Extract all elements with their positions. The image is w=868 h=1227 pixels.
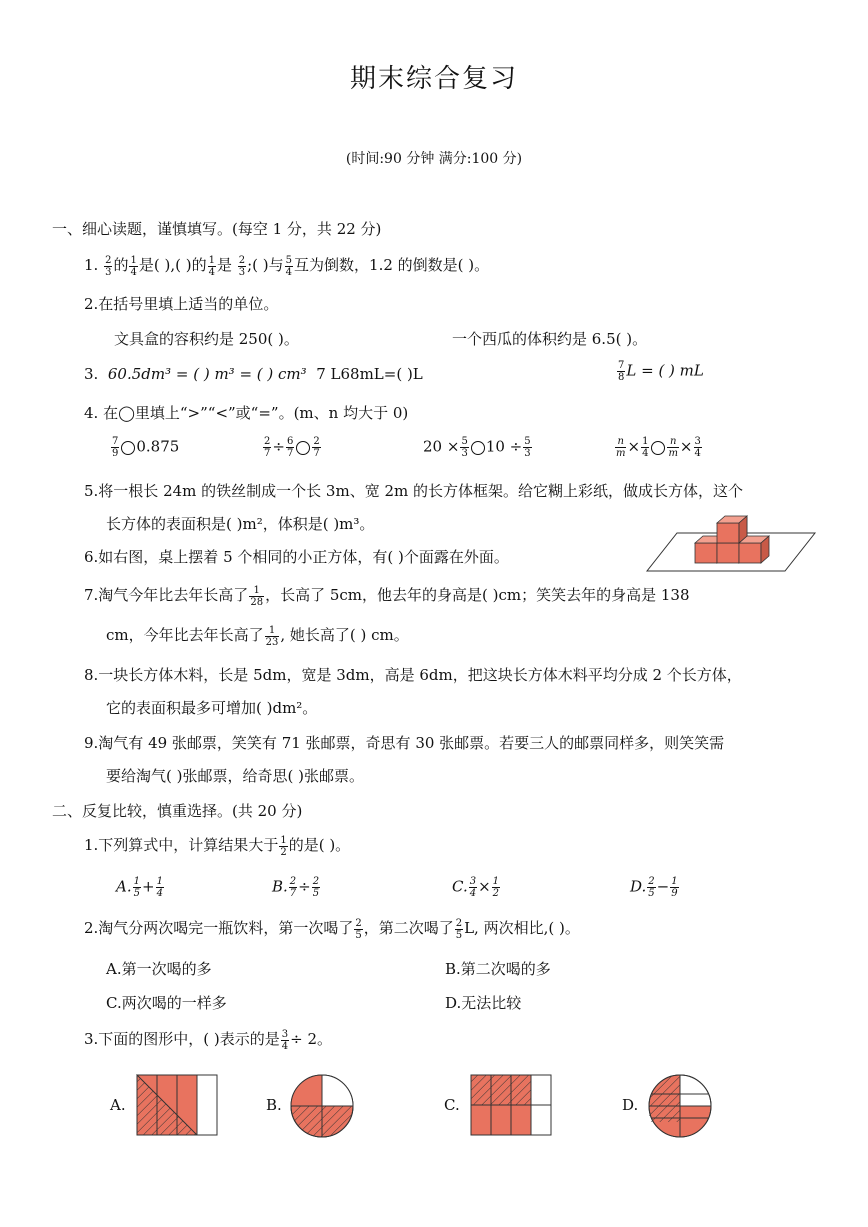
question-2-2-option-a: A.第一次喝的多 [106,960,212,978]
question-1-5-line2: 长方体的表面积是( )m²，体积是( )m³。 [106,515,375,533]
question-2-1-option-b: B. $\frac{2}{7}$ ÷ $\frac{2}{5}$ [272,876,320,899]
figure-d-label: D. [622,1096,639,1114]
section1-heading: 一、细心读题，谨慎填写。(每空 1 分，共 22 分) [52,220,382,238]
question-1-7-line1: 7.淘气今年比去年长高了 $\frac{1}{28}$ ，长高了 5cm，他去年的身高是( )cm；笑笑去年的身高是 138 [84,584,690,608]
question-2-1: 1.下列算式中，计算结果大于 $\frac{1}{2}$ 的是( )。 [84,834,351,858]
question-1-9-line2: 要给淘气( )张邮票，给奇思( )张邮票。 [106,767,364,785]
question-1-2-left: 文具盒的容积约是 250( )。 [114,330,299,348]
question-1-8-line2: 它的表面积最多可增加( )dm²。 [106,699,318,717]
question-2-1-option-d: D. $\frac{2}{5}$ − $\frac{1}{9}$ [630,876,678,899]
question-2-2-option-c: C.两次喝的一样多 [106,994,227,1012]
question-1-2: 2.在括号里填上适当的单位。 [84,295,279,313]
page-title: 期末综合复习 [349,64,518,94]
figure-c-label: C. [444,1096,460,1114]
figure-a [136,1074,218,1136]
figure-d [648,1074,712,1138]
question-1-9-line1: 9.淘气有 49 张邮票，笑笑有 71 张邮票，奇思有 30 张邮票。若要三人的邮票同样多，则笑笑需 [84,734,725,752]
figure-b [290,1074,354,1138]
question-1-1: 1. $\frac{2}{3}$ 的 $\frac{1}{4}$ 是( ),( )的 $\frac{1}{4}$ 是 $\frac{2}{3}$ ;( )与 $\frac{5}{4}$ 互为倒数，1.2 的倒数是( )。 [84,254,490,278]
question-2-1-option-a: A. $\frac{1}{5}$ + $\frac{1}{4}$ [116,876,163,899]
question-2-2-option-d: D.无法比较 [445,994,522,1012]
question-1-4-item1: $\frac{7}{9}$ 0.875 [112,436,180,459]
question-1-8-line1: 8.一块长方体木料，长是 5dm，宽是 3dm，高是 6dm，把这块长方体木料平均分成 2 个长方体， [84,666,742,684]
question-1-3: 3. 60.5dm³ = ( ) m³ = ( ) cm³ 7 L68mL=( )L [84,365,423,383]
question-1-6: 6.如右图，桌上摆着 5 个相同的小正方体，有( )个面露在外面。 [84,548,509,566]
question-1-4: 4. 在◯里填上“>”“<”或“=”。(m、n 均大于 0) [84,404,409,422]
question-2-1-option-c: C. $\frac{3}{4}$ × $\frac{1}{2}$ [452,876,500,899]
cubes-on-table-figure [645,505,820,575]
question-1-7-line2: cm，今年比去年长高了 $\frac{1}{23}$ , 她长高了( ) cm。 [106,624,409,648]
question-1-4-item2: $\frac{2}{7}$ ÷ $\frac{6}{7}$ $\frac{2}{7}$ [264,436,320,459]
page-subtitle: (时间:90 分钟 满分:100 分) [345,151,523,167]
question-1-2-right: 一个西瓜的体积约是 6.5( )。 [452,330,648,348]
question-1-5-line1: 5.将一根长 24m 的铁丝制成一个长 3m、宽 2m 的长方体框架。给它糊上彩纸，做成长方体，这个 [84,482,744,500]
section2-heading: 二、反复比较，慎重选择。(共 20 分) [52,802,303,820]
figure-b-label: B. [266,1096,282,1114]
question-2-2-option-b: B.第二次喝的多 [445,960,551,978]
question-2-2: 2.淘气分两次喝完一瓶饮料，第一次喝了 $\frac{2}{5}$ ，第二次喝了 $\frac{2}{5}$ L, 两次相比,( )。 [84,917,580,941]
question-1-4-item3: 20 × $\frac{5}{3}$ 10 ÷ $\frac{5}{3}$ [423,436,531,459]
figure-c [470,1074,552,1136]
question-1-4-item4: $\frac{n}{m}$ × $\frac{1}{4}$ $\frac{n}{m}$ × $\frac{3}{4}$ [616,436,701,459]
figure-a-label: A. [110,1096,126,1114]
question-1-3-c: $\frac{7}{8}$ L = ( ) mL [618,360,704,383]
question-2-3: 3.下面的图形中，( )表示的是 $\frac{3}{4}$ ÷ 2。 [84,1028,333,1052]
